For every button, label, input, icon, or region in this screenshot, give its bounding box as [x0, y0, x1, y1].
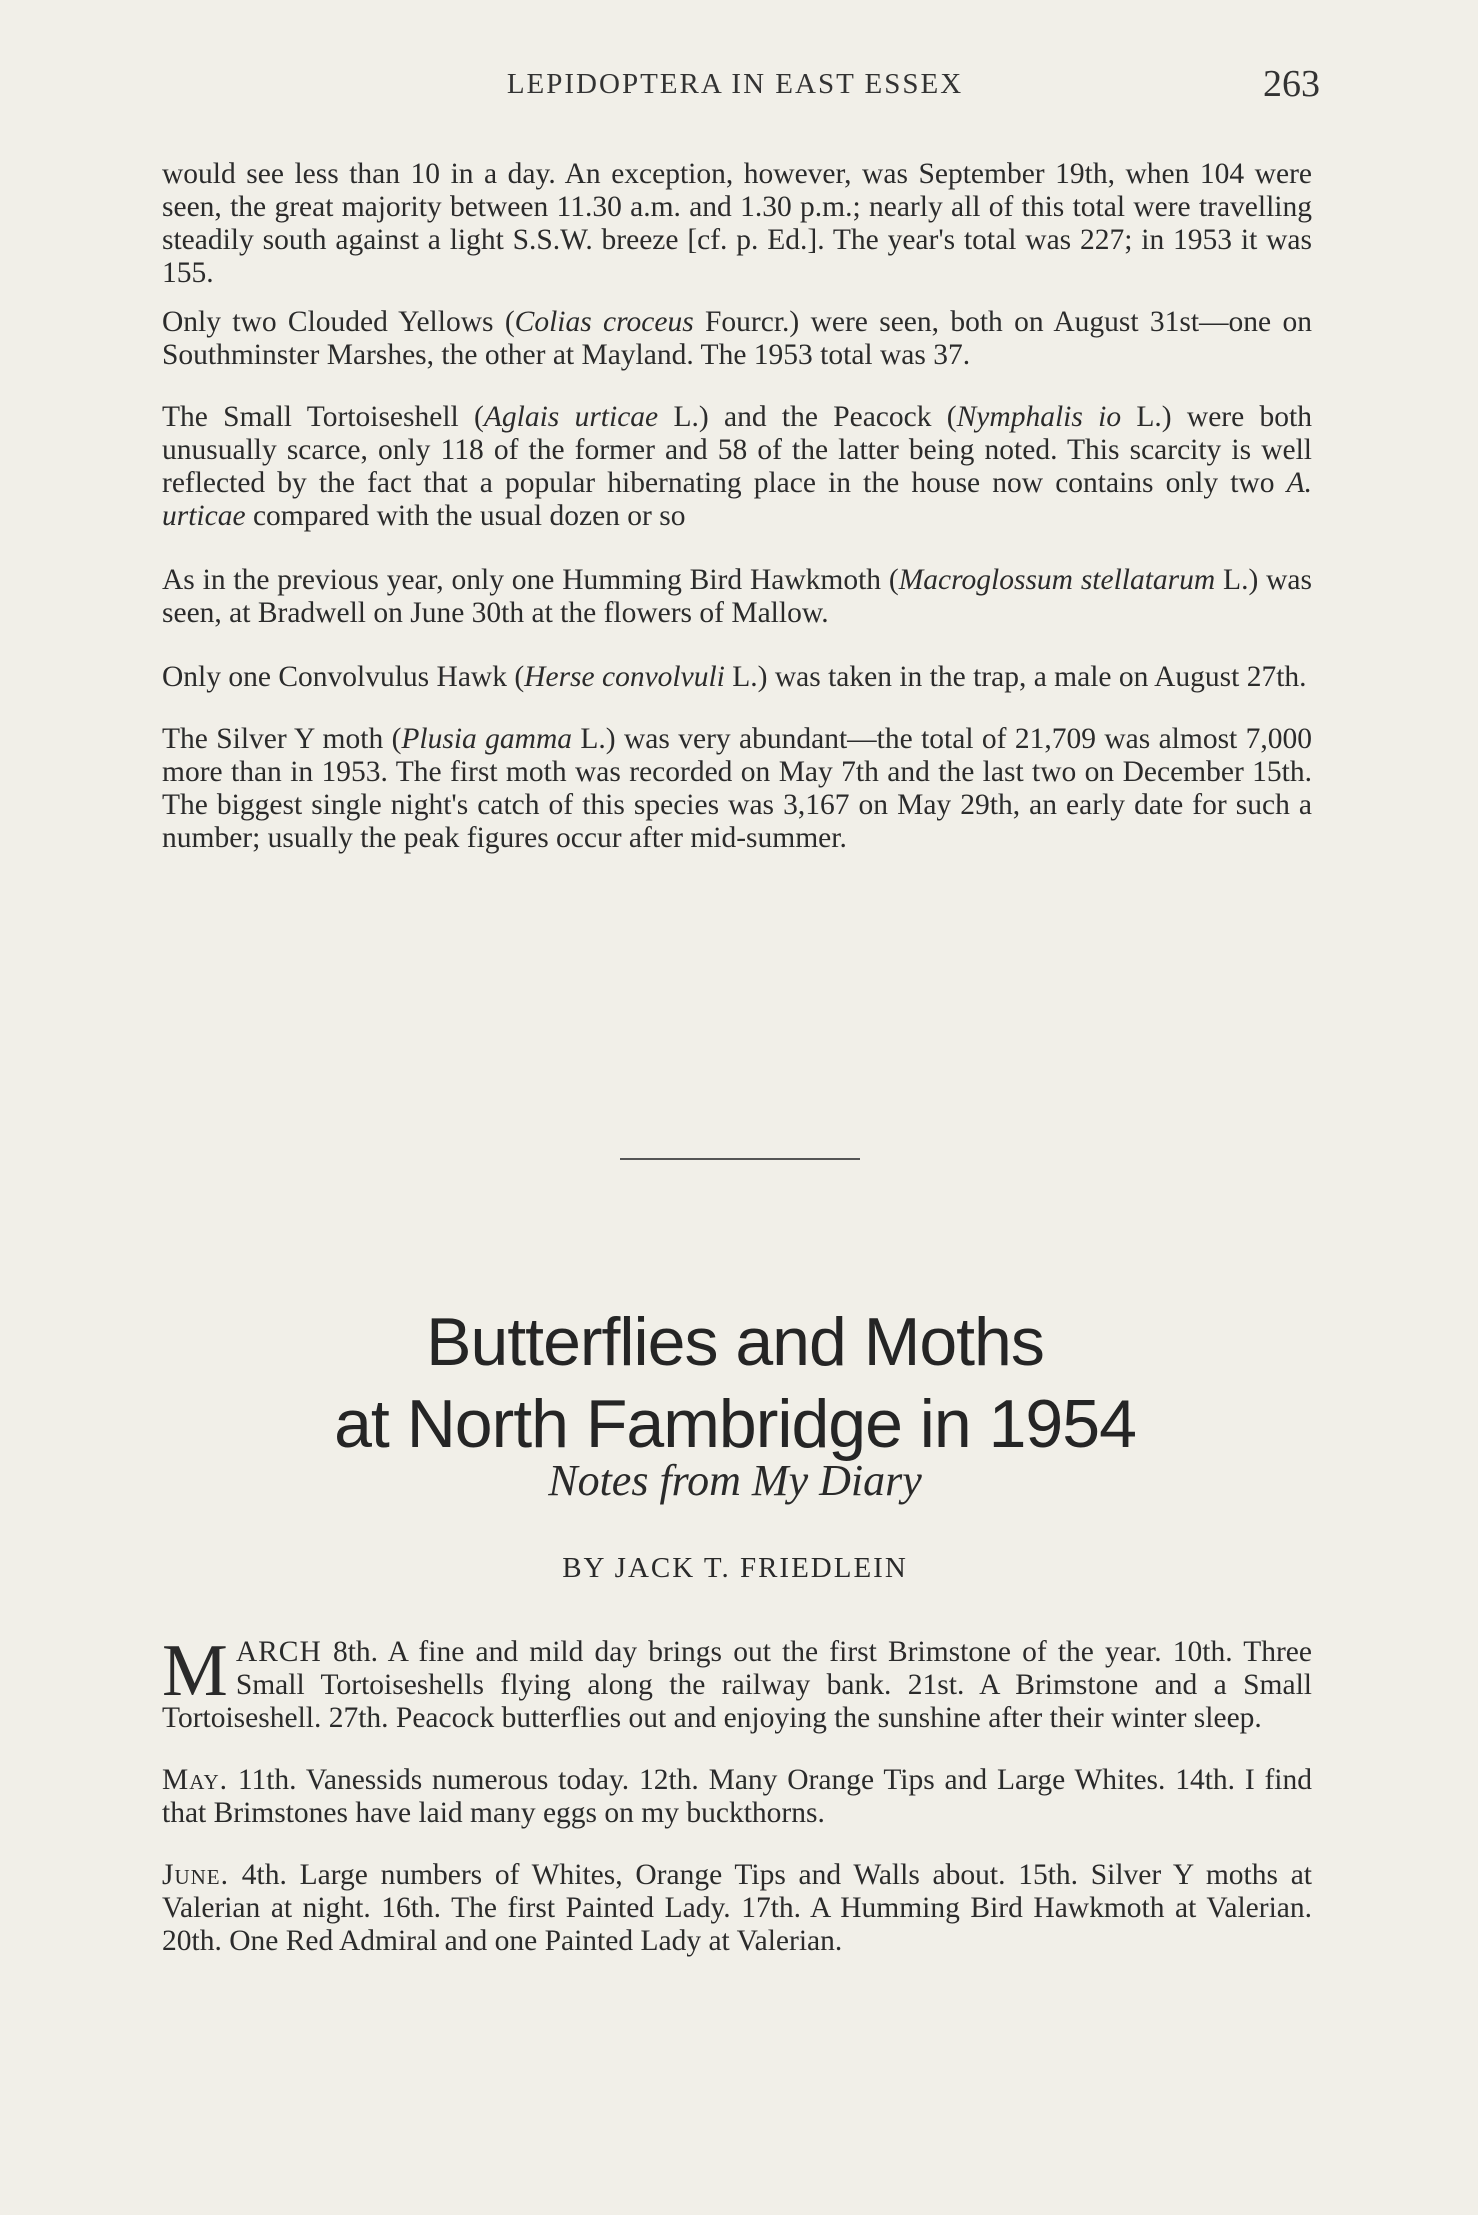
page-number: 263	[1263, 63, 1320, 105]
text-run: The Silver Y moth (	[162, 723, 402, 755]
text-run: L.) and the Peacock (	[658, 401, 957, 433]
text-run: Only two Clouded Yellows (	[162, 306, 515, 338]
drop-cap: M	[162, 1630, 228, 1712]
paragraph-clouded-yellows	[162, 306, 1312, 372]
text-run: Only one Convolvulus Hawk (	[162, 661, 525, 693]
taxon-name: Aglais urticae	[483, 401, 659, 433]
diary-entry-june	[162, 1859, 1312, 1958]
paragraph-tortoiseshell-peacock	[162, 401, 1312, 533]
entry-text: 8th. A fine and mild day brings out the first Brimstone of the year. 10th. Three Small Tortoiseshells flying along the railway bank. 21st. A Brimstone and a Small Tortoiseshell. 27th. Peacock butterflies out and enjoying the sunshine after their winter sleep.	[162, 1636, 1312, 1734]
article-subtitle: Notes from My Diary	[548, 1456, 922, 1505]
diary-section	[162, 1630, 1312, 1958]
running-title: LEPIDOPTERA IN EAST ESSEX	[506, 68, 964, 100]
text-run: Fourcr.) were seen, both on August 31st—one on Southminster Marshes, the other at Mayland. The 1953 total was 37.	[162, 306, 1312, 371]
month-label: May.	[162, 1764, 229, 1796]
article-title	[160, 1301, 1310, 1465]
taxon-name: A. urticae	[162, 467, 1312, 532]
diary-entry-march	[162, 1630, 1312, 1735]
text-run: L.) was seen, at Bradwell on June 30th at the flowers of Mallow.	[162, 564, 1312, 629]
text-run: L.) was taken in the trap, a male on August 27th.	[724, 661, 1307, 693]
taxon-name: Colias croceus	[514, 306, 694, 338]
text-run: The Small Tortoiseshell (	[162, 401, 484, 433]
diary-entry-may	[162, 1764, 1312, 1830]
title-line: Butterflies and Moths	[426, 1303, 1044, 1380]
text-run: compared with the usual dozen or so	[245, 500, 686, 532]
entry-text: 11th. Vanessids numerous today. 12th. Many Orange Tips and Large Whites. 14th. I find that Brimstones have laid many eggs on my buckthorns.	[162, 1764, 1312, 1829]
entry-text: 4th. Large numbers of Whites, Orange Tips and Walls about. 15th. Silver Y moths at Valerian at night. 16th. The first Painted Lady. 17th. A Humming Bird Hawkmoth at Valerian. 20th. One Red Admiral and one Painted Lady at Valerian.	[162, 1859, 1312, 1957]
month-label: ARCH	[235, 1636, 322, 1668]
section-divider	[620, 1158, 860, 1160]
title-line: at North Fambridge in 1954	[334, 1385, 1136, 1462]
paragraph-convolvulus-hawk	[162, 661, 1312, 694]
paragraph-painted-lady-totals: would see less than 10 in a day. An exception, however, was September 19th, when 104 were seen, the great majority between 11.30 a.m. and 1.30 p.m.; nearly all of this total were travelling steadily south against a light S.S.W. breeze [cf. p. Ed.]. The year's total was 227; in 1953 it was 155.	[162, 158, 1312, 289]
running-head	[160, 63, 1320, 108]
taxon-name: Herse convolvuli	[524, 661, 725, 693]
taxon-name: Plusia gamma	[401, 723, 573, 755]
text-run: L.) was very abundant—the total of 21,709 was almost 7,000 more than in 1953. The first moth was recorded on May 7th and the last two on December 15th. The biggest single night's catch of this species was 3,167 on May 29th, an early date for such a number; usually the peak figures occur after mid-summer.	[162, 723, 1312, 854]
byline: BY JACK T. FRIEDLEIN	[562, 1552, 908, 1584]
month-label: June.	[162, 1859, 230, 1891]
continued-section	[162, 158, 1312, 855]
text-run: L.) were both unusually scarce, only 118 of the former and 58 of the latter being noted. This scarcity is well reflected by the fact that a popular hibernating place in the house now contains only two	[162, 401, 1312, 499]
taxon-name: Nymphalis io	[956, 401, 1122, 433]
taxon-name: Macroglossum stellatarum	[898, 564, 1216, 596]
text-run: As in the previous year, only one Humming Bird Hawkmoth (	[162, 564, 899, 596]
paragraph-humming-bird-hawkmoth	[162, 564, 1312, 630]
paragraph-silver-y-moth	[162, 723, 1312, 855]
